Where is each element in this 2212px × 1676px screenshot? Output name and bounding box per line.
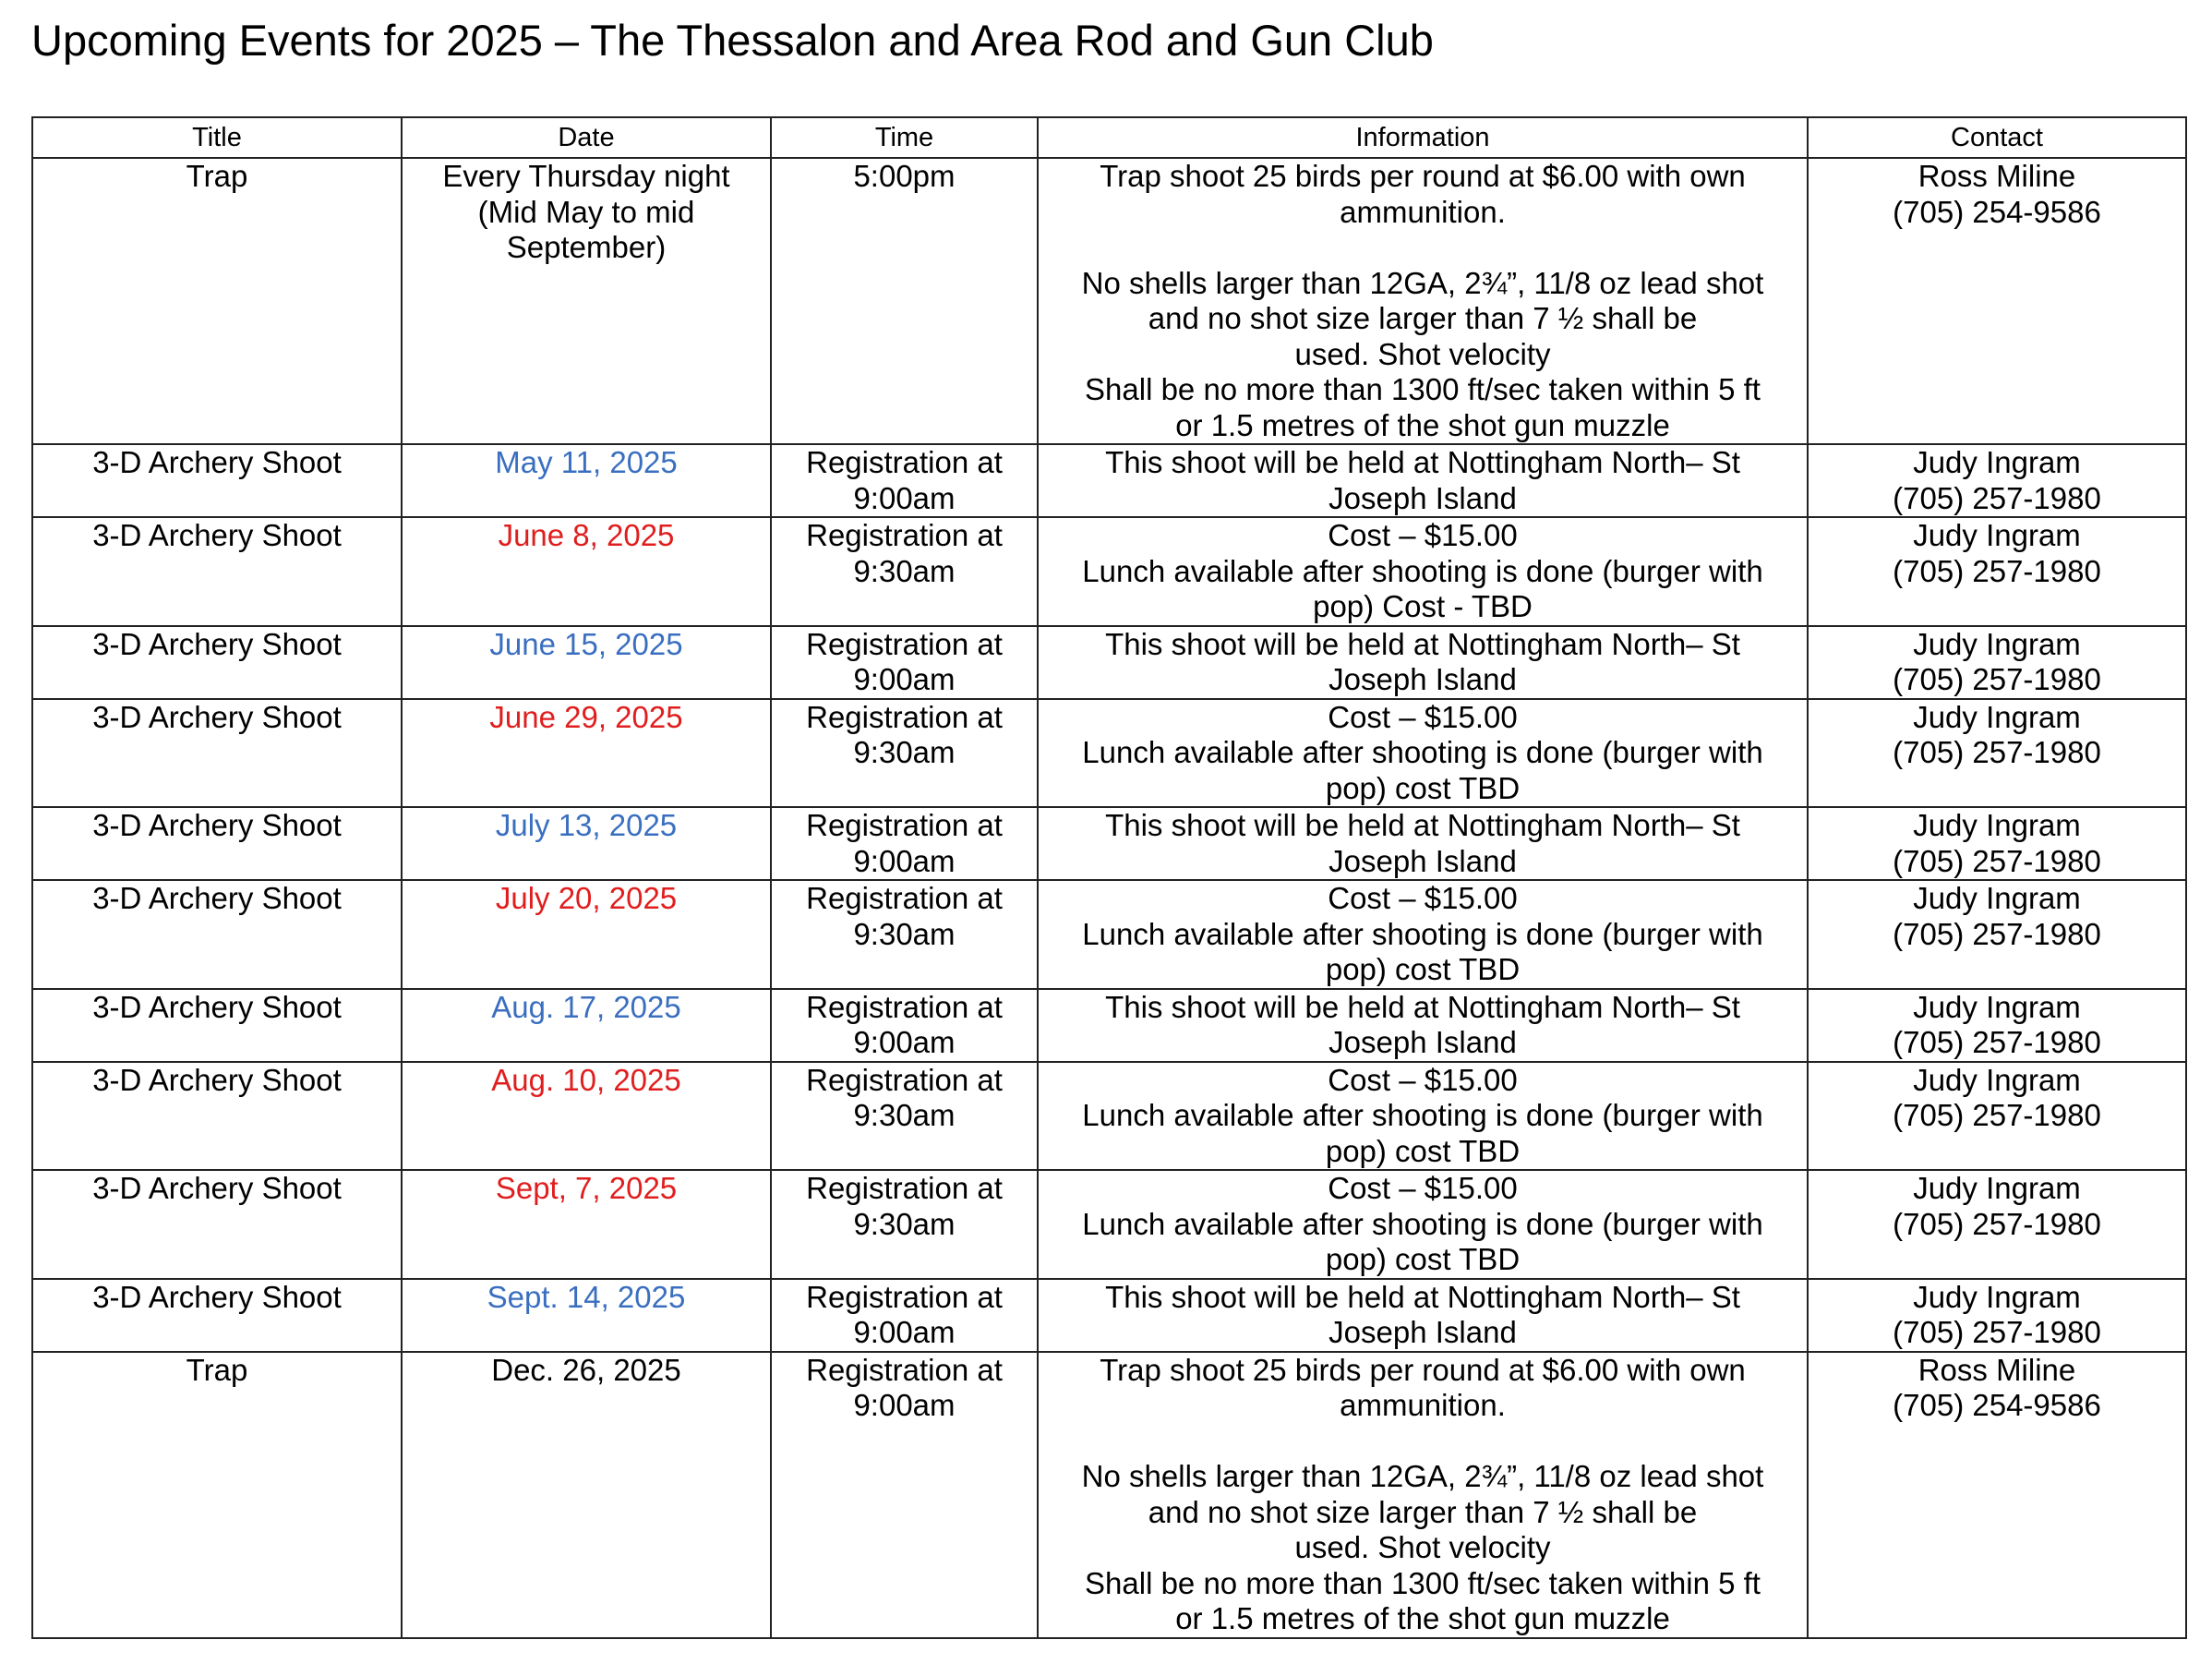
- event-date-cell: [402, 880, 771, 989]
- table-row: [32, 444, 2186, 517]
- event-time-cell: [771, 517, 1038, 626]
- event-time-cell: [771, 158, 1038, 444]
- event-title-cell: [32, 1062, 402, 1171]
- event-information-line: This shoot will be held at Nottingham North– St: [1105, 989, 1740, 1024]
- event-title-cell: [32, 1352, 402, 1638]
- event-information-line: and no shot size larger than 7 ½ shall be: [1148, 1494, 1698, 1529]
- event-contact-cell: [1808, 444, 2186, 517]
- contact-name: Judy Ingram: [1913, 881, 2081, 915]
- event-information-cell: [1038, 1279, 1808, 1352]
- event-information-line: Joseph Island: [1328, 662, 1517, 696]
- table-row: [32, 989, 2186, 1062]
- table-row: [32, 807, 2186, 880]
- event-date-line: June 15, 2025: [489, 626, 683, 661]
- event-title: 3-D Archery Shoot: [92, 989, 342, 1024]
- event-time-cell: [771, 444, 1038, 517]
- contact-phone: (705) 254-9586: [1893, 194, 2101, 229]
- event-date-line: Sept, 7, 2025: [495, 1171, 678, 1205]
- event-title: 3-D Archery Shoot: [92, 808, 342, 842]
- event-information-line: Cost – $15.00: [1328, 1171, 1518, 1205]
- event-date-cell: [402, 699, 771, 808]
- event-information-line: or 1.5 metres of the shot gun muzzle: [1175, 407, 1670, 442]
- contact-name: Judy Ingram: [1913, 989, 2081, 1024]
- event-date-line: July 13, 2025: [495, 808, 678, 842]
- event-date-line: Dec. 26, 2025: [491, 1352, 681, 1387]
- page-title: Upcoming Events for 2025 – The Thessalon and Area Rod and Gun Club: [31, 16, 1434, 65]
- event-information-line: used. Shot velocity: [1294, 336, 1551, 371]
- event-contact-cell: [1808, 1170, 2186, 1279]
- header-row: [32, 117, 2186, 158]
- event-time-cell: [771, 1279, 1038, 1352]
- event-title-cell: [32, 626, 402, 699]
- table-row: [32, 1170, 2186, 1279]
- event-date-cell: [402, 989, 771, 1062]
- event-title-cell: [32, 517, 402, 626]
- event-contact-cell: [1808, 626, 2186, 699]
- event-time-line: Registration at: [806, 1279, 1003, 1314]
- event-information-cell: [1038, 699, 1808, 808]
- event-date-line: June 29, 2025: [489, 699, 683, 734]
- event-date-line: Aug. 10, 2025: [491, 1062, 681, 1097]
- table-row: [32, 699, 2186, 808]
- contact-name: Ross Miline: [1917, 159, 2076, 193]
- event-information-line: Lunch available after shooting is done (burger with: [1082, 916, 1763, 951]
- event-information-cell: [1038, 158, 1808, 444]
- event-date-line: September): [506, 230, 667, 264]
- event-contact-cell: [1808, 158, 2186, 444]
- event-information-line: Joseph Island: [1328, 1315, 1517, 1349]
- event-information-line: Cost – $15.00: [1328, 518, 1518, 552]
- event-information-line: Trap shoot 25 birds per round at $6.00 with own: [1100, 1352, 1746, 1387]
- event-information-line: pop) cost TBD: [1325, 1242, 1521, 1276]
- event-contact-cell: [1808, 1352, 2186, 1638]
- event-title-cell: [32, 158, 402, 444]
- event-date-cell: [402, 517, 771, 626]
- event-date-line: Aug. 17, 2025: [491, 989, 681, 1024]
- event-information-line: pop) cost TBD: [1325, 1133, 1521, 1168]
- event-information-line: pop) Cost - TBD: [1313, 589, 1533, 623]
- event-title: 3-D Archery Shoot: [92, 1171, 342, 1205]
- event-date-line: June 8, 2025: [498, 518, 675, 552]
- contact-phone: (705) 257-1980: [1893, 735, 2101, 769]
- event-information-line: Joseph Island: [1328, 1025, 1517, 1059]
- event-time-line: Registration at: [806, 989, 1003, 1024]
- event-contact-cell: [1808, 517, 2186, 626]
- event-date-cell: [402, 807, 771, 880]
- event-time-line: Registration at: [806, 699, 1003, 734]
- event-time-line: 5:00pm: [853, 159, 956, 193]
- event-date-line: May 11, 2025: [495, 445, 678, 479]
- event-date-line: Sept. 14, 2025: [487, 1279, 686, 1314]
- event-date-line: (Mid May to mid: [477, 194, 695, 229]
- event-contact-cell: [1808, 699, 2186, 808]
- event-date-cell: [402, 1352, 771, 1638]
- event-information-line: Lunch available after shooting is done (burger with: [1082, 1206, 1763, 1241]
- event-title-cell: [32, 699, 402, 808]
- event-time-line: Registration at: [806, 518, 1003, 552]
- event-information-line: Shall be no more than 1300 ft/sec taken within 5 ft: [1085, 1565, 1761, 1600]
- event-time-line: 9:30am: [853, 553, 956, 588]
- event-time-line: 9:30am: [853, 916, 956, 951]
- table-row: [32, 626, 2186, 699]
- event-information-line: Cost – $15.00: [1328, 881, 1518, 915]
- event-information-cell: [1038, 880, 1808, 989]
- contact-name: Judy Ingram: [1913, 1062, 2081, 1097]
- event-date-cell: [402, 158, 771, 444]
- event-information-line: ammunition.: [1340, 1388, 1506, 1422]
- event-title-cell: [32, 880, 402, 989]
- event-information-line: Joseph Island: [1328, 843, 1517, 878]
- event-information-line: pop) cost TBD: [1325, 952, 1521, 986]
- contact-phone: (705) 257-1980: [1893, 1315, 2101, 1349]
- event-time-line: Registration at: [806, 1062, 1003, 1097]
- event-information-line: Shall be no more than 1300 ft/sec taken within 5 ft: [1085, 372, 1761, 406]
- event-title-cell: [32, 989, 402, 1062]
- event-information-line: ammunition.: [1340, 194, 1506, 229]
- contact-name: Judy Ingram: [1913, 808, 2081, 842]
- event-time-line: 9:00am: [853, 843, 956, 878]
- event-title-cell: [32, 1279, 402, 1352]
- column-header-title: Title: [32, 117, 402, 158]
- contact-name: Judy Ingram: [1913, 626, 2081, 661]
- event-date-cell: [402, 1279, 771, 1352]
- event-title: 3-D Archery Shoot: [92, 1062, 342, 1097]
- column-header-contact: Contact: [1808, 117, 2186, 158]
- event-information-cell: [1038, 1170, 1808, 1279]
- contact-name: Judy Ingram: [1913, 518, 2081, 552]
- event-time-line: Registration at: [806, 445, 1003, 479]
- event-information-line: used. Shot velocity: [1294, 1530, 1551, 1564]
- event-information-line: and no shot size larger than 7 ½ shall be: [1148, 301, 1698, 335]
- event-title: Trap: [186, 159, 248, 193]
- event-information-line: This shoot will be held at Nottingham North– St: [1105, 1279, 1740, 1314]
- table-row: [32, 1279, 2186, 1352]
- contact-phone: (705) 257-1980: [1893, 1098, 2101, 1132]
- event-contact-cell: [1808, 1279, 2186, 1352]
- event-title-cell: [32, 444, 402, 517]
- event-time-cell: [771, 880, 1038, 989]
- event-time-cell: [771, 626, 1038, 699]
- event-information-line: Lunch available after shooting is done (burger with: [1082, 553, 1763, 588]
- event-time-line: 9:00am: [853, 662, 956, 696]
- event-title: 3-D Archery Shoot: [92, 518, 342, 552]
- column-header-date: Date: [402, 117, 771, 158]
- event-information-line: No shells larger than 12GA, 2¾”, 11/8 oz lead shot: [1081, 265, 1764, 300]
- contact-name: Judy Ingram: [1913, 1171, 2081, 1205]
- event-information-line: This shoot will be held at Nottingham North– St: [1105, 808, 1740, 842]
- event-time-line: Registration at: [806, 881, 1003, 915]
- paragraph-gap: [1044, 230, 1801, 266]
- event-information-line: Joseph Island: [1328, 480, 1517, 515]
- event-title-cell: [32, 807, 402, 880]
- event-date-cell: [402, 1170, 771, 1279]
- event-time-line: Registration at: [806, 808, 1003, 842]
- event-time-line: 9:00am: [853, 1315, 956, 1349]
- event-information-line: Cost – $15.00: [1328, 699, 1518, 734]
- event-information-line: Trap shoot 25 birds per round at $6.00 with own: [1100, 159, 1746, 193]
- contact-phone: (705) 257-1980: [1893, 1025, 2101, 1059]
- event-information-line: This shoot will be held at Nottingham North– St: [1105, 445, 1740, 479]
- events-table-body: [32, 158, 2186, 1638]
- table-row: [32, 158, 2186, 444]
- event-contact-cell: [1808, 807, 2186, 880]
- column-header-time: Time: [771, 117, 1038, 158]
- event-date-cell: [402, 444, 771, 517]
- event-contact-cell: [1808, 1062, 2186, 1171]
- event-contact-cell: [1808, 880, 2186, 989]
- event-time-cell: [771, 1062, 1038, 1171]
- event-title: 3-D Archery Shoot: [92, 881, 342, 915]
- event-information-line: Lunch available after shooting is done (burger with: [1082, 735, 1763, 769]
- event-title: 3-D Archery Shoot: [92, 1279, 342, 1314]
- event-date-line: July 20, 2025: [495, 881, 678, 915]
- event-information-line: Cost – $15.00: [1328, 1062, 1518, 1097]
- table-row: [32, 880, 2186, 989]
- paragraph-gap: [1044, 1424, 1801, 1460]
- event-time-line: 9:30am: [853, 1206, 956, 1241]
- events-table: [31, 116, 2187, 1639]
- contact-name: Judy Ingram: [1913, 699, 2081, 734]
- event-title: Trap: [186, 1352, 248, 1387]
- event-title: 3-D Archery Shoot: [92, 445, 342, 479]
- event-time-line: Registration at: [806, 1171, 1003, 1205]
- event-information-cell: [1038, 1062, 1808, 1171]
- event-title: 3-D Archery Shoot: [92, 699, 342, 734]
- event-information-cell: [1038, 626, 1808, 699]
- contact-phone: (705) 257-1980: [1893, 662, 2101, 696]
- event-information-cell: [1038, 517, 1808, 626]
- contact-name: Judy Ingram: [1913, 445, 2081, 479]
- event-date-cell: [402, 626, 771, 699]
- event-time-cell: [771, 699, 1038, 808]
- event-information-cell: [1038, 807, 1808, 880]
- contact-phone: (705) 257-1980: [1893, 480, 2101, 515]
- contact-phone: (705) 254-9586: [1893, 1388, 2101, 1422]
- event-time-cell: [771, 807, 1038, 880]
- event-time-line: 9:30am: [853, 735, 956, 769]
- table-row: [32, 1062, 2186, 1171]
- event-information-line: This shoot will be held at Nottingham North– St: [1105, 626, 1740, 661]
- event-information-line: or 1.5 metres of the shot gun muzzle: [1175, 1601, 1670, 1635]
- event-time-line: 9:00am: [853, 1025, 956, 1059]
- event-date-line: Every Thursday night: [442, 159, 730, 193]
- contact-phone: (705) 257-1980: [1893, 916, 2101, 951]
- event-contact-cell: [1808, 989, 2186, 1062]
- event-time-line: Registration at: [806, 1352, 1003, 1387]
- table-row: [32, 517, 2186, 626]
- event-title: 3-D Archery Shoot: [92, 626, 342, 661]
- event-time-cell: [771, 1352, 1038, 1638]
- event-information-cell: [1038, 444, 1808, 517]
- event-information-line: No shells larger than 12GA, 2¾”, 11/8 oz lead shot: [1081, 1459, 1764, 1493]
- event-information-line: pop) cost TBD: [1325, 770, 1521, 805]
- contact-phone: (705) 257-1980: [1893, 843, 2101, 878]
- contact-name: Judy Ingram: [1913, 1279, 2081, 1314]
- event-time-line: 9:30am: [853, 1098, 956, 1132]
- event-time-line: 9:00am: [853, 1388, 956, 1422]
- event-information-cell: [1038, 1352, 1808, 1638]
- event-information-cell: [1038, 989, 1808, 1062]
- contact-name: Ross Miline: [1917, 1352, 2076, 1387]
- event-date-cell: [402, 1062, 771, 1171]
- table-row: [32, 1352, 2186, 1638]
- event-title-cell: [32, 1170, 402, 1279]
- event-time-cell: [771, 1170, 1038, 1279]
- event-time-line: 9:00am: [853, 480, 956, 515]
- contact-phone: (705) 257-1980: [1893, 553, 2101, 588]
- event-information-line: Lunch available after shooting is done (burger with: [1082, 1098, 1763, 1132]
- contact-phone: (705) 257-1980: [1893, 1206, 2101, 1241]
- column-header-information: Information: [1038, 117, 1808, 158]
- event-time-line: Registration at: [806, 626, 1003, 661]
- event-time-cell: [771, 989, 1038, 1062]
